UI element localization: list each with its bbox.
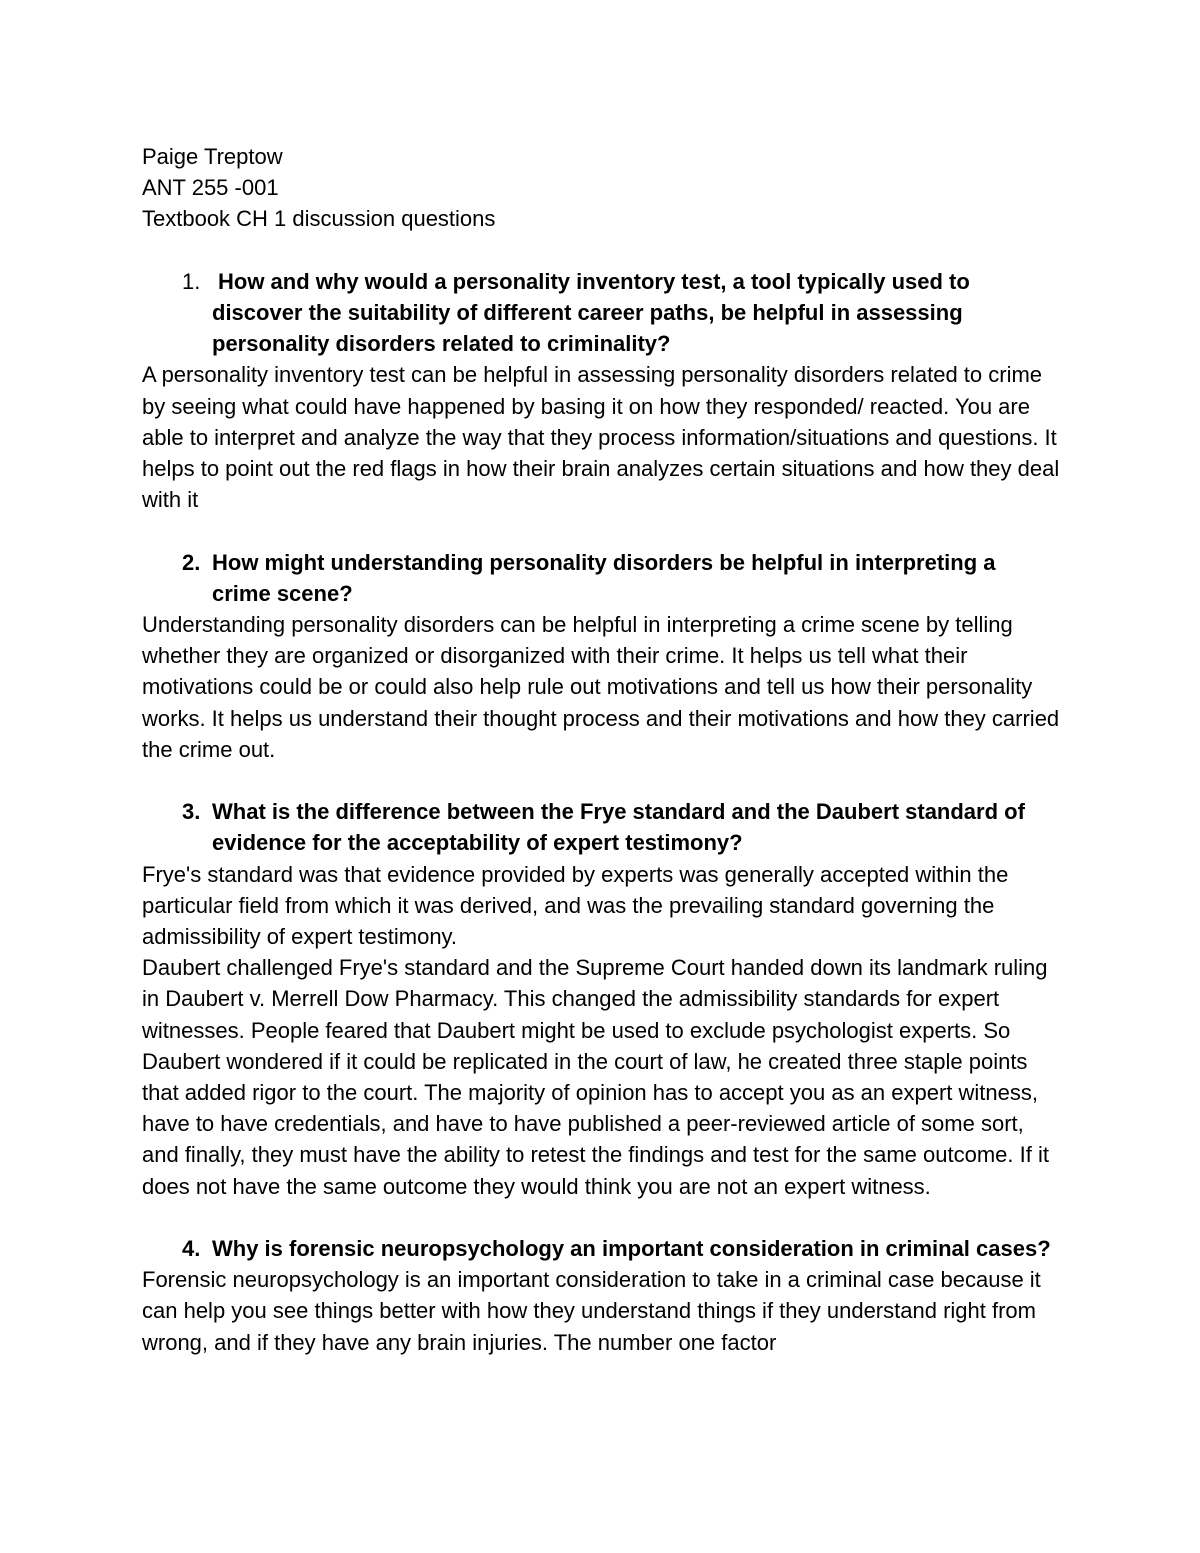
answer-3-paragraph-1: Frye's standard was that evidence provided by experts was generally accepted within the particular field from which it was derived, and was the prevailing standard governing the admissibility of expert testimony. xyxy=(142,861,1009,950)
answer-3-paragraph-2: Daubert challenged Frye's standard and the Supreme Court handed down its landmark ruling in Daubert v. Merrell Dow Pharmacy. This changed the admissibility standards for expert witnesses. People feared that Daubert might be used to exclude psychologist experts. So Daubert wondered if it could be replicated in the court of law, he created three staple points that added rigor to the court. The majority of opinion has to accept you as an expert witness, have to have credentials, and have to have published a peer-reviewed article of some sort, and finally, they must have the ability to retest the findings and test for the same outcome. If it does not have the same outcome they would think you are not an expert witness. xyxy=(142,955,1049,1199)
blank-line xyxy=(142,515,1062,546)
document-body xyxy=(142,141,1062,1358)
question-3 xyxy=(142,796,1062,858)
question-number: 4. xyxy=(182,1236,201,1262)
answer-1-paragraph: A personality inventory test can be helpful in assessing personality disorders related to crime by seeing what could have happened by basing it on how they responded/ reacted. You are able to interpret and analyze the way that they process information/situations and questions. It helps to point out the red flags in how their brain analyzes certain situations and how they deal with it xyxy=(142,362,1060,513)
question-text: Why is forensic neuropsychology an important consideration in criminal cases? xyxy=(212,1236,1051,1262)
assignment-title: Textbook CH 1 discussion questions xyxy=(142,206,496,232)
answer-4-paragraph: Forensic neuropsychology is an important consideration to take in a criminal case because it can help you see things better with how they understand things if they understand right from wrong, and if they have any brain injuries. The number one factor xyxy=(142,1267,1041,1355)
question-2 xyxy=(142,547,1062,609)
question-4 xyxy=(142,1233,1062,1264)
question-text: What is the difference between the Frye standard and the Daubert standard of evidence for the acceptability of expert testimony? xyxy=(212,799,1025,856)
blank-line xyxy=(142,765,1062,796)
course-code: ANT 255 -001 xyxy=(142,175,279,201)
author-name: Paige Treptow xyxy=(142,144,283,169)
blank-line xyxy=(142,1202,1062,1233)
blank-line xyxy=(142,235,1062,266)
question-1 xyxy=(142,266,1062,360)
question-number: 2. xyxy=(182,549,201,575)
question-number: 3. xyxy=(182,799,201,825)
question-text: How might understanding personality disorders be helpful in interpreting a crime scene? xyxy=(212,549,996,606)
question-text: How and why would a personality inventory test, a tool typically used to discover the suitability of different career paths, be helpful in assessing personality disorders related to criminality? xyxy=(212,268,970,357)
question-number: 1. xyxy=(182,268,201,294)
answer-2-paragraph: Understanding personality disorders can be helpful in interpreting a crime scene by telling whether they are organized or disorganized with their crime. It helps us tell what their motivations could be or could also help rule out motivations and tell us how their personality works. It helps us understand their thought process and their motivations and how they carried the crime out. xyxy=(142,612,1060,762)
